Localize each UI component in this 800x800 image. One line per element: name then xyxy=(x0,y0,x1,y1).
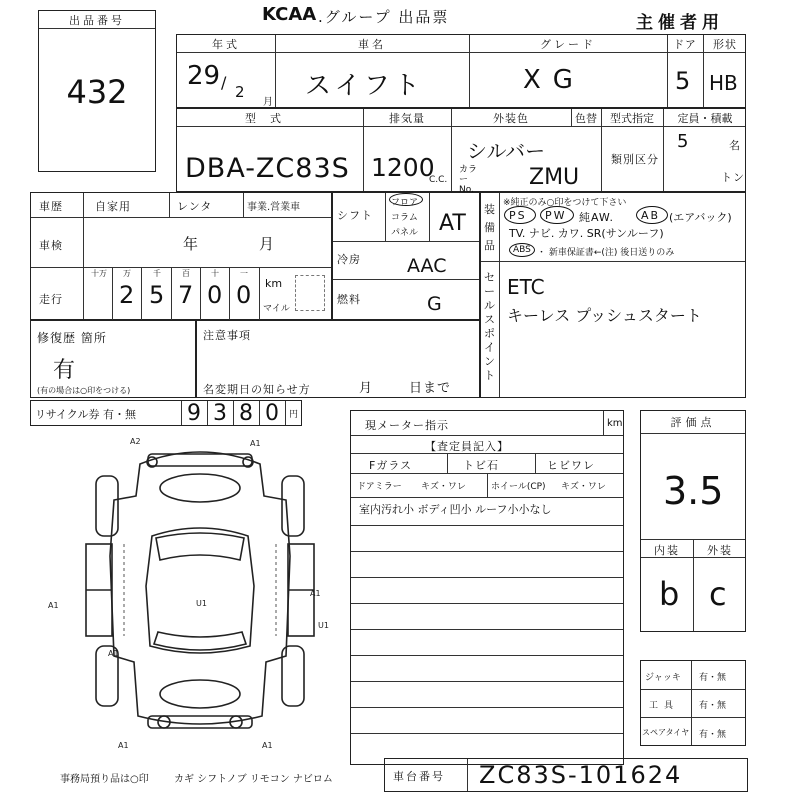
deadline-label: 名変期日の知らせ方 xyxy=(203,383,311,396)
color-no-value: ZMU xyxy=(529,165,580,190)
exterior-label: 外装 xyxy=(707,544,733,557)
repair-value: 有 xyxy=(53,358,76,383)
type-label: 型式 xyxy=(245,112,295,125)
meter-unit: km xyxy=(607,418,623,429)
opt-business[interactable]: 事業.営業車 xyxy=(247,202,301,213)
interior-label: 内装 xyxy=(654,544,680,557)
repair-note: (有の場合は○印をつける) xyxy=(37,386,131,395)
host-label: 主催者用 xyxy=(636,13,724,33)
inspector-comment: 室内汚れ小 ボディ凹小 ルーフ小小なし xyxy=(359,503,552,516)
inspection-month: 月 xyxy=(259,235,276,253)
equip-line2[interactable]: TV. ナビ. カワ. SR(サンルーフ) xyxy=(509,227,664,240)
model-label: 車名 xyxy=(358,38,386,51)
grade-label: グレード xyxy=(540,38,596,51)
mark-a1-rear-left: A1 xyxy=(108,649,119,658)
color-label: 外装色 xyxy=(493,112,529,125)
sales-point-label: セールスポイント xyxy=(484,271,495,382)
model-value: スイフト xyxy=(305,71,424,101)
mark-a1-bottom-right: A1 xyxy=(262,741,273,750)
wheel-scratch: キズ・ワレ xyxy=(561,482,606,492)
pw-circle xyxy=(540,206,574,224)
recycle-digit-4: 0 xyxy=(265,401,279,426)
abs-circle xyxy=(509,243,535,257)
jack-option[interactable]: 有・無 xyxy=(699,673,727,683)
equipment-label: 装備品 xyxy=(484,203,495,252)
mark-a1-right: A1 xyxy=(310,589,321,598)
opt-column[interactable]: コラム xyxy=(391,213,418,223)
crack-label: ヒビワレ xyxy=(547,459,595,472)
equip-line3: ・ 新車保証書←(注) 後日送りのみ xyxy=(537,248,675,258)
recycle-label: リサイクル券 有・無 xyxy=(35,408,136,421)
exterior-score: c xyxy=(709,575,727,613)
shift-label: シフト xyxy=(337,209,373,222)
equipment-box xyxy=(480,192,746,398)
fuel-value: G xyxy=(427,293,442,315)
sales-line-1: ETC xyxy=(507,275,545,299)
recycle-digit-2: 3 xyxy=(213,401,227,426)
mile-label: マイル xyxy=(263,304,290,314)
chassis-label: 車台番号 xyxy=(393,770,445,783)
inspection-label: 車検 xyxy=(39,239,63,252)
deadline-month: 月 xyxy=(359,381,374,396)
items-box xyxy=(640,660,746,746)
cc-unit: C.C. xyxy=(429,175,448,185)
tools-option[interactable]: 有・無 xyxy=(699,701,727,711)
glass-label: Fガラス xyxy=(369,459,412,472)
ac-label: 冷房 xyxy=(337,253,361,266)
score-label: 評価点 xyxy=(670,416,716,429)
mark-u1-center: U1 xyxy=(196,599,207,608)
designation-label: 型式指定 xyxy=(610,112,654,125)
tools-label: 工具 xyxy=(649,701,680,711)
mark-u1-right: U1 xyxy=(318,621,329,630)
equip-aw[interactable]: 純AW. xyxy=(579,211,615,224)
equip-airbag: (エアバック) xyxy=(669,211,732,224)
unit-10: 十 xyxy=(211,269,219,278)
capacity-value: 5 xyxy=(677,131,689,152)
unit-1: 一 xyxy=(240,269,248,278)
deadline-day: 日まで xyxy=(409,381,452,396)
type-value: DBA-ZC83S xyxy=(185,153,350,184)
opt-rental[interactable]: レンタ xyxy=(177,200,213,213)
inspection-year: 年 xyxy=(183,235,200,253)
lot-box xyxy=(38,10,156,172)
recycle-digit-1: 9 xyxy=(187,401,201,426)
floor-circle xyxy=(389,193,423,206)
mark-a1-left: A1 xyxy=(48,601,59,610)
ac-value: AAC xyxy=(407,255,447,277)
row2-box xyxy=(176,108,746,195)
grade-value: XG xyxy=(523,65,585,95)
lot-number: 432 xyxy=(66,73,128,111)
interior-score: b xyxy=(659,575,680,613)
mileage-digit-6: 0 xyxy=(236,281,252,309)
inspector-box xyxy=(350,410,624,765)
year-label: 年式 xyxy=(212,38,240,51)
spare-label: スペアタイヤ xyxy=(642,728,690,737)
unit-10k: 万 xyxy=(123,269,131,278)
color-change-label: 色替 xyxy=(575,112,597,125)
mileage-digit-2: 2 xyxy=(119,281,135,309)
capacity-label: 定員・積載 xyxy=(677,112,733,125)
displacement-label: 排気量 xyxy=(389,112,425,125)
shift-box xyxy=(332,192,480,320)
unit-100k: 十万 xyxy=(91,269,107,278)
chassis-box xyxy=(384,758,748,792)
key-items: カギ シフトノブ リモコン ナビロム xyxy=(174,774,333,785)
score-box xyxy=(640,410,746,632)
body-label: 形状 xyxy=(713,38,737,51)
history-label: 車歴 xyxy=(39,200,63,213)
opt-floor[interactable]: フロア xyxy=(391,198,419,208)
year-value: 29 xyxy=(187,61,221,91)
equip-ps[interactable]: PS xyxy=(509,209,527,222)
ab-circle xyxy=(636,206,668,224)
chassis-number: ZC83S-101624 xyxy=(479,761,683,789)
recycle-unit: 円 xyxy=(289,410,299,420)
car-diagram xyxy=(40,436,340,756)
shift-value: AT xyxy=(439,211,466,236)
notes-box xyxy=(196,320,480,398)
opt-private[interactable]: 自家用 xyxy=(95,200,131,213)
unit-100: 百 xyxy=(182,269,190,278)
mileage-digit-5: 0 xyxy=(207,281,223,309)
wheel-label: ホイール(CP) xyxy=(491,482,546,492)
mileage-grid xyxy=(83,267,259,321)
load-unit: トン xyxy=(721,171,745,184)
mark-a2: A2 xyxy=(130,437,141,446)
category-label: 類別区分 xyxy=(611,153,659,166)
history-box xyxy=(30,192,332,320)
sales-line-2: キーレス プッシュスタート xyxy=(507,306,702,325)
displacement-value: 1200 xyxy=(371,153,435,182)
recycle-box xyxy=(30,400,302,426)
year-slash: / xyxy=(221,73,227,92)
color-value: シルバー xyxy=(467,139,546,163)
equip-pw[interactable]: PW xyxy=(545,209,567,222)
form-title: .グループ 出品票 xyxy=(318,8,450,26)
mark-a1-front: A1 xyxy=(250,439,261,448)
body-value: HB xyxy=(709,71,738,95)
row1-box xyxy=(176,34,746,108)
score-value: 3.5 xyxy=(663,469,724,513)
notes-label: 注意事項 xyxy=(203,329,251,342)
equip-abs[interactable]: ABS xyxy=(513,245,531,255)
doors-label: ドア xyxy=(673,38,697,51)
mirror-scratch: キズ・ワレ xyxy=(421,482,466,492)
recycle-digit-3: 8 xyxy=(239,401,253,426)
mark-a1-bottom-left: A1 xyxy=(118,741,129,750)
repair-label: 修復歴 箇所 xyxy=(37,331,107,345)
mirror-label: ドアミラー xyxy=(357,482,402,492)
km-label: km xyxy=(265,277,283,290)
color-no-label: カラー No. xyxy=(459,165,478,195)
mile-checkbox[interactable] xyxy=(295,275,325,311)
mileage-digit-4: 7 xyxy=(178,281,194,309)
spare-option[interactable]: 有・無 xyxy=(699,730,727,740)
equip-ab[interactable]: AB xyxy=(641,209,661,222)
meter-label: 現メーター指示 xyxy=(365,419,449,432)
fuel-label: 燃料 xyxy=(337,293,361,306)
inspector-title: 【査定員記入】 xyxy=(425,440,509,453)
month-unit: 月 xyxy=(263,97,273,108)
office-note: 事務局預り品は○印 xyxy=(60,774,149,785)
brand-logo: KCAA xyxy=(262,4,317,25)
capacity-unit: 名 xyxy=(729,139,741,152)
doors-value: 5 xyxy=(675,67,691,95)
jack-label: ジャッキ xyxy=(645,673,681,683)
ps-circle xyxy=(504,206,536,224)
month-value: 2 xyxy=(235,83,245,101)
lot-label: 出品番号 xyxy=(69,14,125,27)
repair-box xyxy=(30,320,196,398)
mileage-digit-3: 5 xyxy=(149,281,165,309)
mileage-label: 走行 xyxy=(39,293,63,306)
equipment-note: ※純正のみ○印をつけて下さい xyxy=(503,198,627,208)
chip-label: トビ石 xyxy=(463,459,499,472)
opt-panel[interactable]: パネル xyxy=(391,228,419,238)
unit-1k: 千 xyxy=(153,269,161,278)
